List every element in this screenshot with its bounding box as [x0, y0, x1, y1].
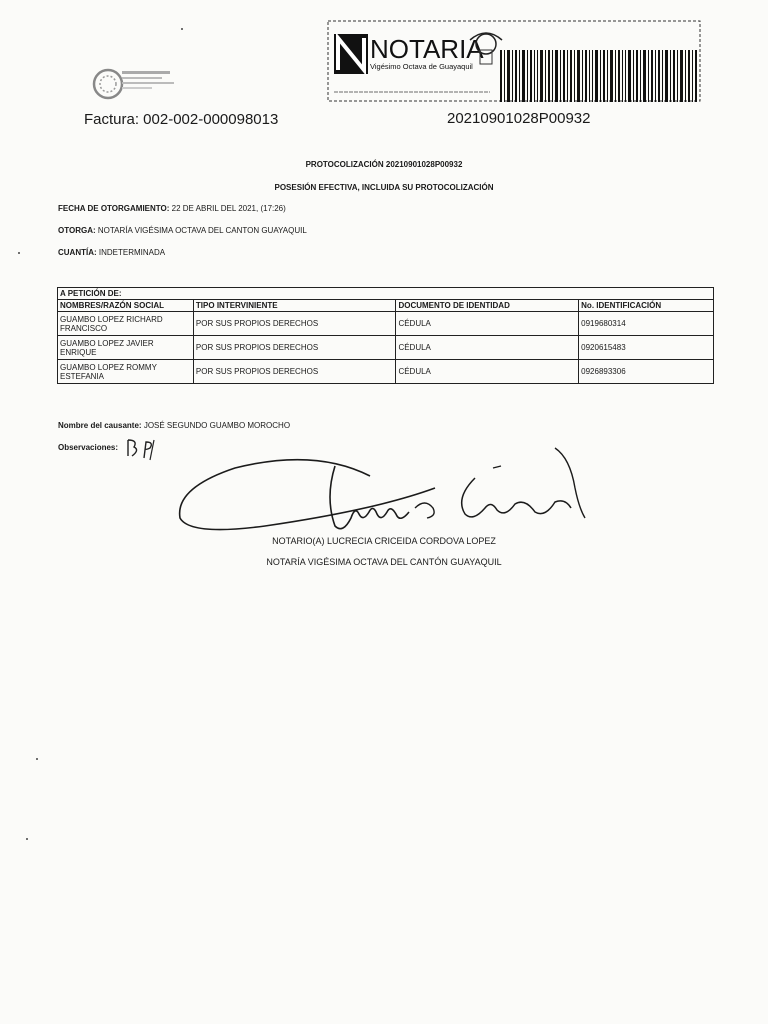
column-header: No. IDENTIFICACIÓN [579, 300, 714, 312]
cuantia-value: INDETERMINADA [98, 248, 166, 257]
causante-value: JOSÉ SEGUNDO GUAMBO MOROCHO [143, 421, 291, 430]
cuantia-label: CUANTÍA: [58, 248, 97, 257]
fecha-label: FECHA DE OTORGAMIENTO: [58, 204, 170, 213]
table-section-row [58, 288, 714, 300]
table-cell: GUAMBO LOPEZ RICHARD FRANCISCO [58, 312, 194, 336]
table-header-row [58, 300, 714, 312]
column-header: TIPO INTERVINIENTE [193, 300, 396, 312]
table-cell: 0920615483 [579, 336, 714, 360]
notary-office: NOTARÍA VIGÉSIMA OCTAVA DEL CANTÓN GUAYAQUIL [266, 557, 502, 567]
fecha-field [58, 204, 286, 213]
document-code: 20210901028P00932 [447, 110, 591, 127]
document-title: PROTOCOLIZACIÓN 20210901028P00932 [305, 160, 463, 169]
otorga-field [58, 226, 307, 235]
document-subtitle: POSESIÓN EFECTIVA, INCLUIDA SU PROTOCOLIZACIÓN [274, 183, 494, 192]
table-cell: POR SUS PROPIOS DERECHOS [193, 312, 396, 336]
notary-subtitle: Vigésimo Octava de Guayaquil [370, 62, 473, 71]
observaciones-field [58, 443, 118, 452]
table-cell: POR SUS PROPIOS DERECHOS [193, 336, 396, 360]
column-header: NOMBRES/RAZÓN SOCIAL [58, 300, 194, 312]
table-section-title: A PETICIÓN DE: [58, 288, 714, 300]
table-row [58, 336, 714, 360]
cuantia-field [58, 248, 165, 257]
table-cell: CÉDULA [396, 336, 579, 360]
scan-speck [181, 28, 183, 30]
otorga-value: NOTARÍA VIGÉSIMA OCTAVA DEL CANTON GUAYAQUIL [97, 226, 307, 235]
otorga-label: OTORGA: [58, 226, 96, 235]
notary-header-stamp [320, 20, 704, 106]
causante-field [58, 421, 290, 430]
notary-brand: NOTARIA [370, 34, 484, 64]
scan-speck [18, 252, 20, 254]
table-cell: CÉDULA [396, 312, 579, 336]
table-cell: GUAMBO LOPEZ ROMMY ESTEFANIA [58, 360, 194, 384]
parties-table [57, 287, 714, 384]
table-cell: 0926893306 [579, 360, 714, 384]
table-cell: GUAMBO LOPEZ JAVIER ENRIQUE [58, 336, 194, 360]
handwritten-initials [124, 436, 160, 462]
notary-signature [175, 438, 595, 538]
causante-label: Nombre del causante: [58, 421, 142, 430]
invoice-number: Factura: 002-002-000098013 [84, 111, 279, 128]
scan-speck [26, 838, 28, 840]
notary-seal-logo [86, 62, 186, 106]
scan-speck [36, 758, 38, 760]
notary-name: NOTARIO(A) LUCRECIA CRICEIDA CORDOVA LOPEZ [272, 536, 496, 546]
fecha-value: 22 DE ABRIL DEL 2021, (17:26) [171, 204, 286, 213]
table-row [58, 312, 714, 336]
column-header: DOCUMENTO DE IDENTIDAD [396, 300, 579, 312]
table-cell: POR SUS PROPIOS DERECHOS [193, 360, 396, 384]
table-cell: 0919680314 [579, 312, 714, 336]
table-row [58, 360, 714, 384]
table-cell: CÉDULA [396, 360, 579, 384]
observaciones-label: Observaciones: [58, 443, 119, 452]
